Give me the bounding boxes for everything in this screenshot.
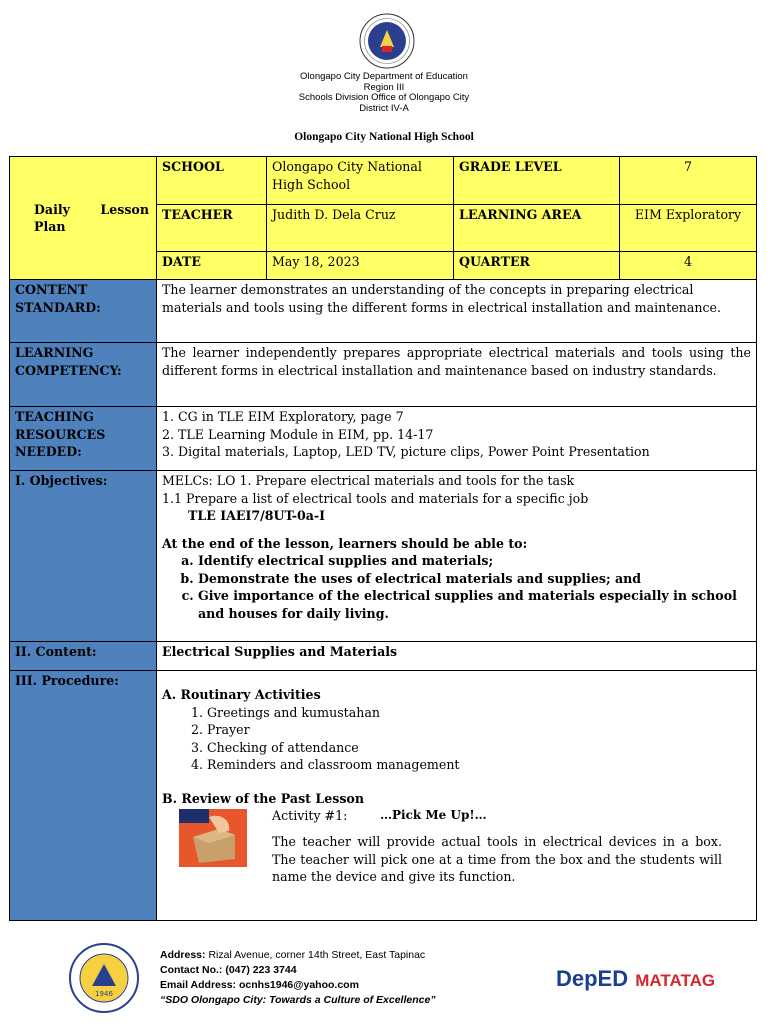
email-label: Email Address: (160, 979, 237, 991)
date-label: DATE (157, 252, 267, 280)
resources-cell (157, 407, 757, 471)
content-standard-label: CONTENT STANDARD: (10, 280, 157, 343)
content-value: Electrical Supplies and Materials (157, 642, 757, 671)
dlp-label: Daily Lesson Plan (34, 201, 149, 234)
resources-label: TEACHING RESOURCES NEEDED: (10, 407, 157, 471)
area-value: EIM Exploratory (620, 205, 757, 252)
footer-email-line (160, 978, 436, 993)
address-label: Address: (160, 949, 206, 961)
resource-item: 1. CG in TLE EIM Exploratory, page 7 (162, 409, 404, 424)
header-line-4: District IV-A (359, 102, 409, 114)
activity-name: …Pick Me Up!… (380, 808, 487, 822)
header-line-3: Schools Division Office of Olongapo City (298, 92, 470, 103)
melcs-sub-text: 1.1 Prepare a list of electrical tools and materials for a specific job (162, 490, 589, 506)
school-label: SCHOOL (157, 157, 267, 205)
footer-motto: “SDO Olongapo City: Towards a Culture of Excellence” (160, 994, 436, 1006)
procedure-cell (157, 671, 757, 921)
routinary-list (162, 704, 751, 774)
school-value: Olongapo City National High School (267, 157, 454, 205)
seal-year: 1946 (95, 990, 113, 998)
quarter-label: QUARTER (454, 252, 620, 280)
activity-block (162, 807, 751, 897)
date-value: May 18, 2023 (267, 252, 454, 280)
objective-item: a. Identify electrical supplies and materials; (198, 552, 751, 570)
teacher-label: TEACHER (157, 205, 267, 252)
objective-item: c. Give importance of the electrical supplies and materials especially in school and houses for daily living. (198, 587, 751, 622)
daily-lesson-plan-table (9, 156, 757, 921)
content-label: II. Content: (10, 642, 157, 671)
footer-address-line (160, 948, 436, 963)
objectives-label: I. Objectives: (10, 471, 157, 642)
resource-item: 3. Digital materials, Laptop, LED TV, picture clips, Power Point Presentation (162, 444, 650, 459)
school-seal-icon (68, 942, 140, 1014)
footer-contact-line (160, 963, 436, 978)
matatag-logo-text: MATATAG (635, 971, 716, 990)
email-value: ocnhs1946@yahoo.com (238, 979, 359, 991)
end-of-lesson-intro: At the end of the lesson, learners should be able to: (162, 535, 528, 551)
footer (0, 930, 768, 1024)
objectives-cell (157, 471, 757, 642)
header-line-2: Region III (363, 81, 405, 93)
footer-contact-block (160, 948, 436, 1008)
contact-value: (047) 223 3744 (225, 964, 297, 976)
competency-label: LEARNING COMPETENCY: (10, 343, 157, 407)
hand-box-picture-icon (179, 809, 247, 867)
deped-seal-icon (358, 12, 416, 70)
school-title: Olongapo City National High School (294, 131, 474, 143)
quarter-value: 4 (620, 252, 757, 280)
routinary-item: 4. Reminders and classroom management (207, 756, 751, 774)
header-line-1: Olongapo City Department of Education (300, 71, 468, 82)
grade-value: 7 (620, 157, 757, 205)
melcs-text: MELCs: LO 1. Prepare electrical materials and tools for the task (162, 473, 575, 488)
grade-label: GRADE LEVEL (454, 157, 620, 205)
routinary-item: 2. Prayer (207, 721, 751, 739)
deped-logo-text: DepED (556, 966, 629, 991)
objective-item: b. Demonstrate the uses of electrical materials and supplies; and (198, 570, 751, 588)
area-label: LEARNING AREA (454, 205, 620, 252)
division-header (0, 72, 768, 114)
competency-text: The learner independently prepares appropriate electrical materials and tools using the different forms in electrical installation and maintenance based on industry standards. (157, 343, 757, 407)
procedure-label: III. Procedure: (10, 671, 157, 921)
dlp-label-cell (10, 157, 157, 280)
routinary-title: A. Routinary Activities (162, 687, 321, 702)
content-standard-text: The learner demonstrates an understanding of the concepts in preparing electrical materials and tools using the different forms in electrical installation and maintenance. (157, 280, 757, 343)
routinary-item: 1. Greetings and kumustahan (207, 704, 751, 722)
routinary-item: 3. Checking of attendance (207, 739, 751, 757)
teacher-value: Judith D. Dela Cruz (267, 205, 454, 252)
activity-label: Activity #1: (272, 808, 348, 823)
competency-code: TLE IAEI7/8UT-0a-I (188, 508, 326, 523)
resource-item: 2. TLE Learning Module in EIM, pp. 14-17 (162, 426, 434, 442)
activity-description: The teacher will provide actual tools in electrical devices in a box. The teacher will pick one at a time from the box and the students will name the device and give its function. (272, 834, 722, 884)
address-value: Rizal Avenue, corner 14th Street, East Tapinac (208, 949, 426, 961)
deped-matatag-logo (556, 966, 715, 992)
objectives-list (162, 552, 751, 622)
review-title: B. Review of the Past Lesson (162, 790, 364, 806)
contact-label: Contact No.: (160, 964, 223, 976)
